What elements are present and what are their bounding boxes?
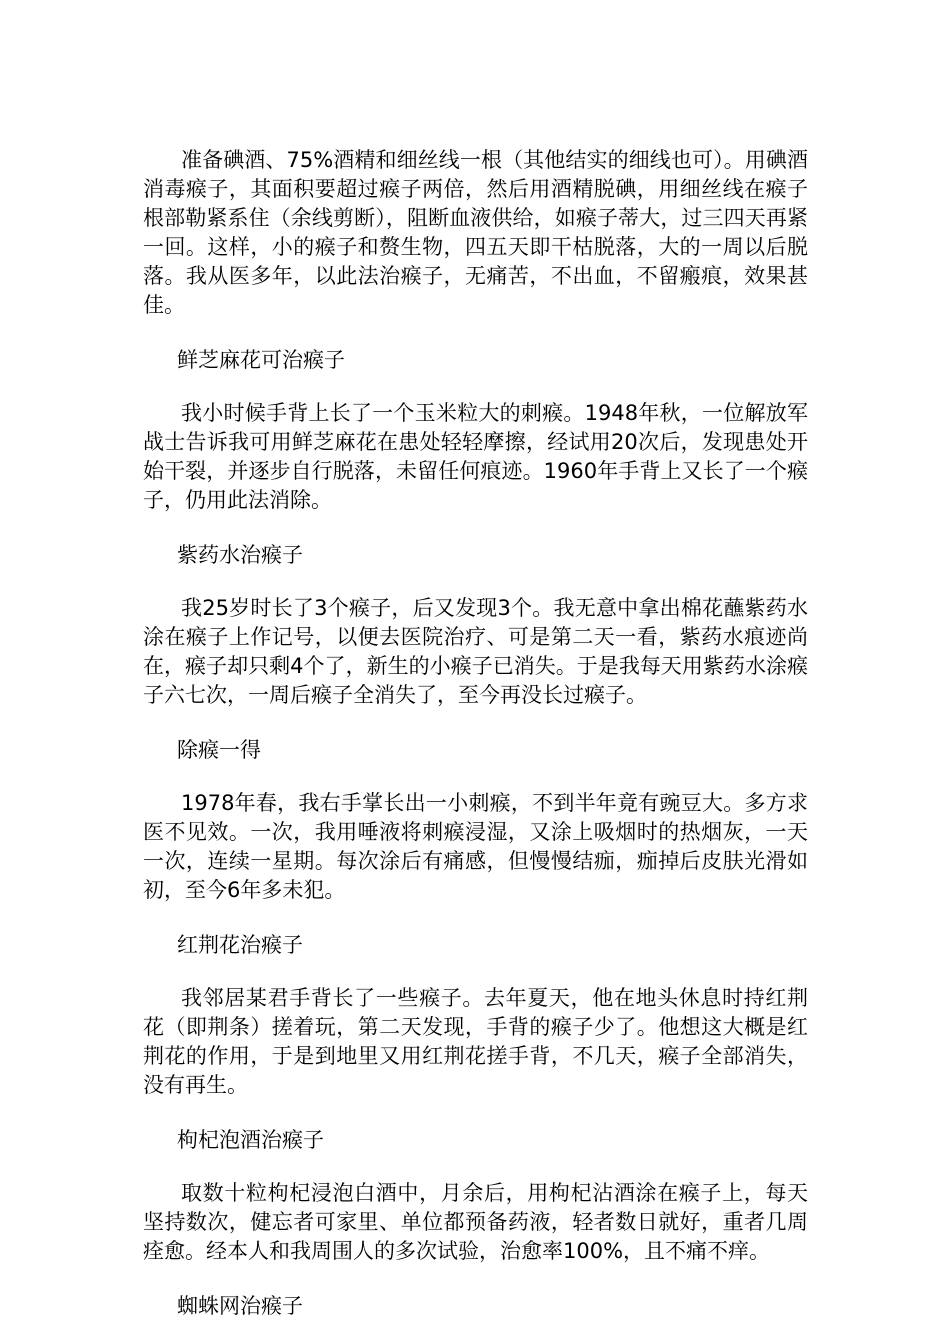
section-body-red-vitex-flower: 我邻居某君手背长了一些瘊子。去年夏天，他在地头休息时持红荆花（即荆条）搓着玩，第二天发现，手背的瘊子少了。他想这大概是红荆花的作用，于是到地里又用红荆花搓手背，不几天，瘊子全部消失，没有再生。	[143, 986, 808, 1097]
document-page	[143, 146, 808, 1321]
section-heading-sesame-flower: 鲜芝麻花可治瘊子	[177, 348, 345, 372]
intro-paragraph: 准备碘酒、75%酒精和细丝线一根（其他结实的细线也可）。用碘酒消毒瘊子，其面积要超过瘊子两倍，然后用酒精脱碘，用细丝线在瘊子根部勒紧系住（余线剪断），阻断血液供给，如瘊子蒂大，过三四天再紧一回。这样，小的瘊子和赘生物，四五天即干枯脱落，大的一周以后脱落。我从医多年，以此法治瘊子，无痛苦，不出血，不留瘢痕，效果甚佳。	[143, 148, 808, 317]
section-body-goji-wine: 取数十粒枸杞浸泡白酒中，月余后，用枸杞沾酒涂在瘊子上，每天坚持数次，健忘者可家里、单位都预备药液，轻者数日就好，重者几周痊愈。经本人和我周围人的多次试验，治愈率100%，且不痛不痒。	[143, 1181, 808, 1263]
section-body-wart-removal-tip: 1978年春，我右手掌长出一小刺瘊，不到半年竟有豌豆大。多方求医不见效。一次，我用唾液将刺瘊浸湿，又涂上吸烟时的热烟灰，一天一次，连续一星期。每次涂后有痛感，但慢慢结痂，痂掉后皮肤光滑如初，至今6年多未犯。	[143, 791, 808, 902]
section-body-sesame-flower: 我小时候手背上长了一个玉米粒大的刺瘊。1948年秋，一位解放军战士告诉我可用鲜芝麻花在患处轻轻摩擦，经试用20次后，发现患处开始干裂，并逐步自行脱落，未留任何痕迹。1960年手背上又长了一个瘊子，仍用此法消除。	[143, 401, 808, 512]
section-heading-gentian-violet: 紫药水治瘊子	[177, 543, 303, 567]
section-heading-red-vitex-flower: 红荆花治瘊子	[177, 933, 303, 957]
section-heading-spider-web: 蜘蛛网治瘊子	[177, 1294, 303, 1318]
section-heading-goji-wine: 枸杞泡酒治瘊子	[177, 1128, 324, 1152]
section-body-gentian-violet: 我25岁时长了3个瘊子，后又发现3个。我无意中拿出棉花蘸紫药水涂在瘊子上作记号，以便去医院治疗、可是第二天一看，紫药水痕迹尚在，瘊子却只剩4个了，新生的小瘊子已消失。于是我每天用紫药水涂瘊子六七次，一周后瘊子全消失了，至今再没长过瘊子。	[143, 596, 808, 707]
section-heading-wart-removal-tip: 除瘊一得	[177, 738, 261, 762]
